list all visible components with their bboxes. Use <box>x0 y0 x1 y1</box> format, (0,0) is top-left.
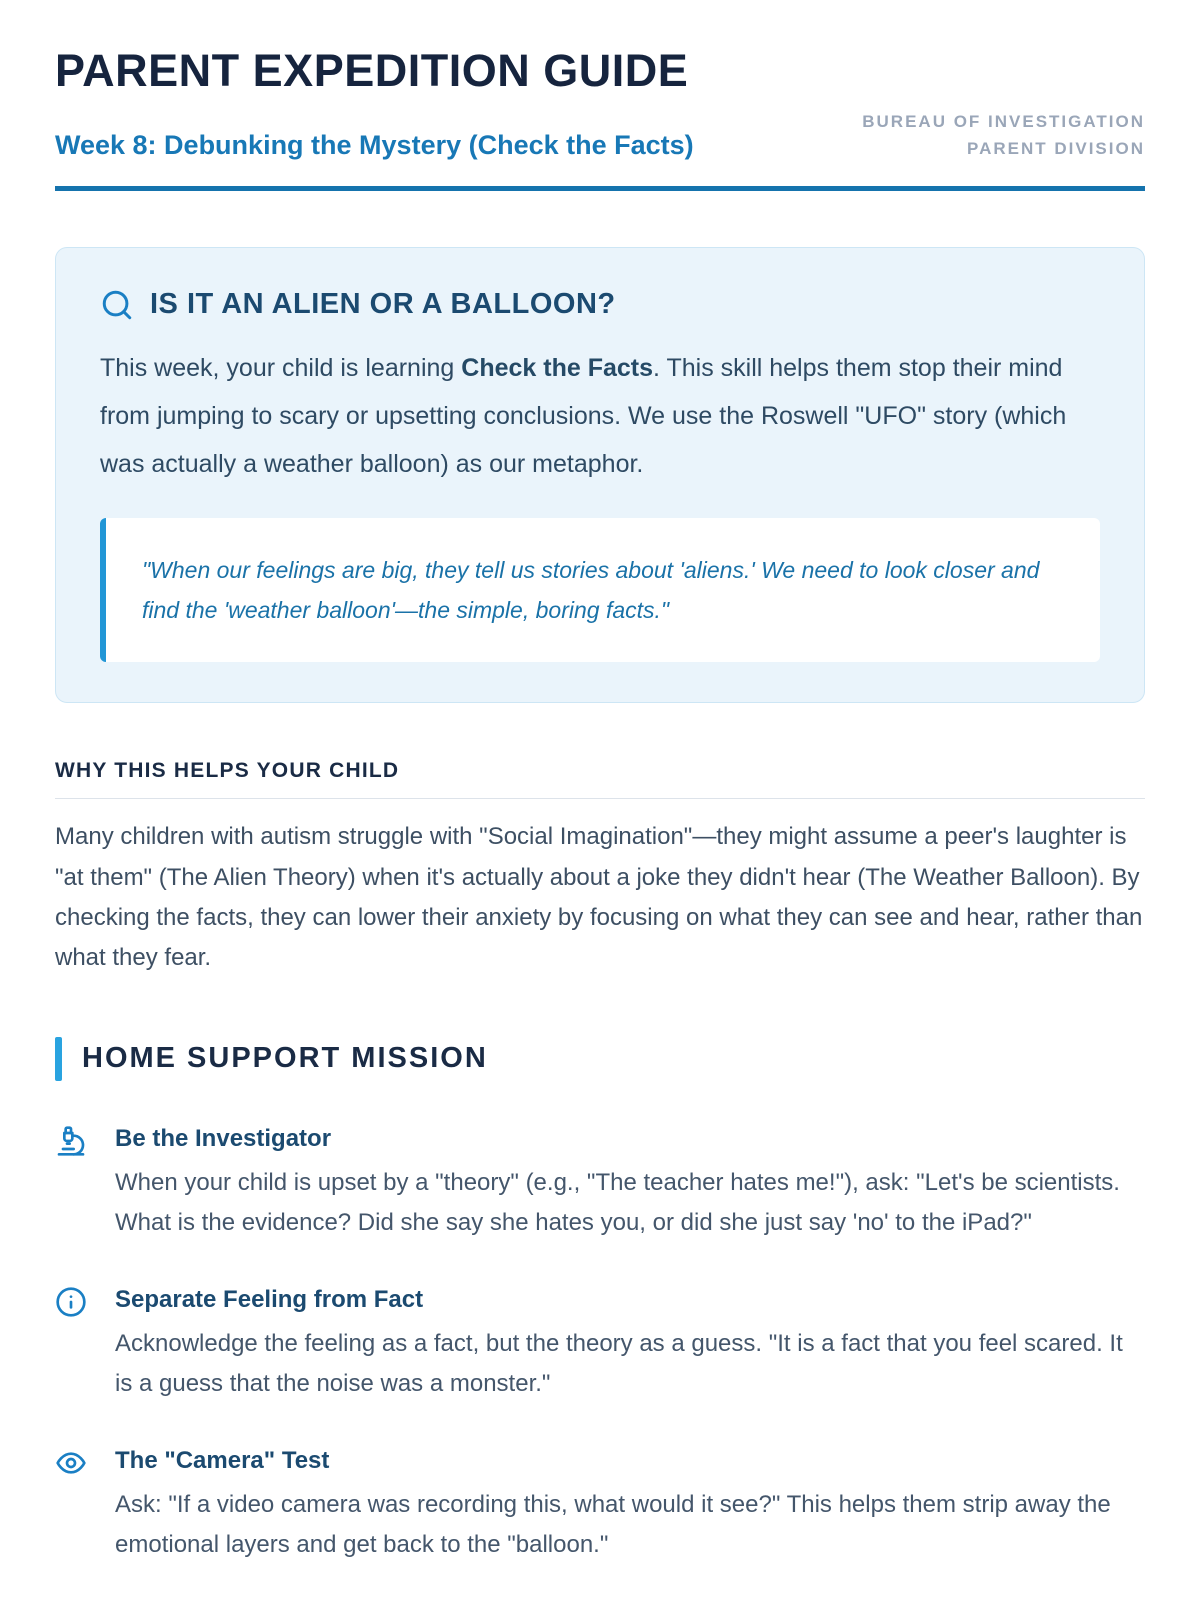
callout-intro-bold: Check the Facts <box>461 353 654 382</box>
mission-item-body: When your child is upset by a "theory" (e.g., "The teacher hates me!"), ask: "Let's be scientists. What is the evidence? Did she say she hates you, or did she just say 'no' to the iPad?" <box>115 1169 1120 1237</box>
org-block <box>862 108 1145 162</box>
list-item <box>55 1284 1145 1405</box>
list-item <box>55 1123 1145 1244</box>
list-item <box>55 1445 1145 1566</box>
info-icon <box>55 1284 87 1405</box>
week-subtitle: Week 8: Debunking the Mystery (Check the Facts) <box>55 130 694 161</box>
mission-item-title: Separate Feeling from Fact <box>115 1285 424 1313</box>
header-divider <box>55 186 1145 191</box>
why-section-body: Many children with autism struggle with "Social Imagination"—they might assume a peer's laughter is "at them" (The Alien Theory) when it's actually about a joke they didn't hear (The Weather Balloon). By checking the facts, they can lower their anxiety by focusing on what they can see and hear, rather than what they fear. <box>55 823 1143 972</box>
why-section-heading: WHY THIS HELPS YOUR CHILD <box>55 759 1145 799</box>
mission-heading-text: HOME SUPPORT MISSION <box>82 1042 488 1075</box>
script-quote-text: "When our feelings are big, they tell us stories about 'aliens.' We need to look closer and find the 'weather balloon'—the simple, boring facts." <box>142 556 1040 624</box>
page-title: PARENT EXPEDITION GUIDE <box>55 45 689 96</box>
org-line-2: PARENT DIVISION <box>967 138 1145 158</box>
header-row <box>55 108 1145 162</box>
callout-intro-prefix: This week, your child is learning <box>100 353 462 382</box>
callout-heading-text: IS IT AN ALIEN OR A BALLOON? <box>150 288 616 321</box>
mission-list <box>55 1123 1145 1566</box>
accent-bar <box>55 1037 62 1081</box>
mission-item-content <box>115 1123 1145 1244</box>
mission-item-content <box>115 1284 1145 1405</box>
microscope-icon <box>55 1123 87 1244</box>
callout-intro-suffix: . This skill helps them stop their mind from jumping to scary or upsetting conclusions. We use the Roswell "UFO" story (which was actually a weather balloon) as our metaphor. <box>100 353 1067 478</box>
org-line-1: BUREAU OF INVESTIGATION <box>862 111 1145 131</box>
mission-item-title: Be the Investigator <box>115 1124 332 1152</box>
intro-callout-box <box>55 247 1145 704</box>
mission-item-title: The "Camera" Test <box>115 1446 330 1474</box>
mission-item-body: Acknowledge the feeling as a fact, but the theory as a guess. "It is a fact that you feel scared. It is a guess that the noise was a monster." <box>115 1330 1123 1398</box>
eye-icon <box>55 1445 87 1566</box>
mission-item-content <box>115 1445 1145 1566</box>
mission-item-body: Ask: "If a video camera was recording this, what would it see?" This helps them strip away the emotional layers and get back to the "balloon." <box>115 1491 1111 1559</box>
search-icon <box>100 288 134 322</box>
callout-paragraph <box>100 344 1100 488</box>
mission-section-heading <box>55 1037 1145 1081</box>
callout-heading <box>100 288 1100 322</box>
script-quote-box <box>100 518 1100 663</box>
